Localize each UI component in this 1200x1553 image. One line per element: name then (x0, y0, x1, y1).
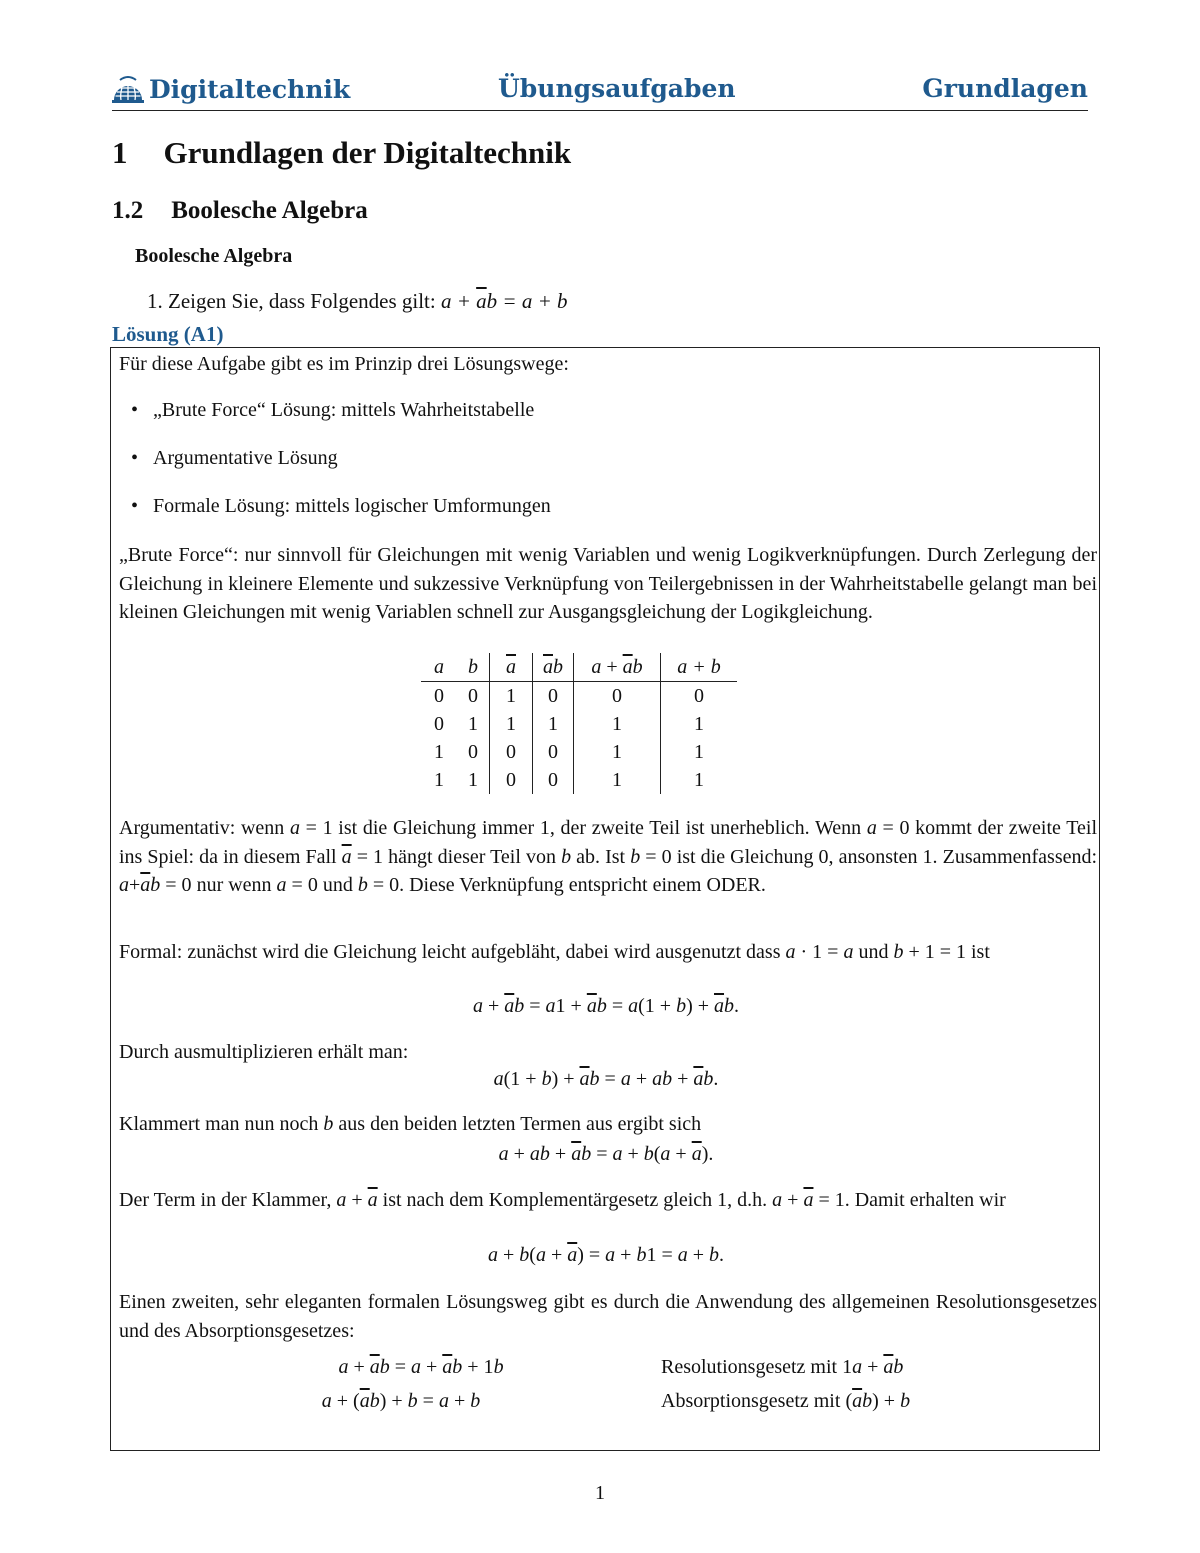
second-way-paragraph: Einen zweiten, sehr eleganten formalen Lösungsweg gibt es durch die Anwendung des allgemeinen Resolutionsgesetzes und des Absorptionsgesetzes: (119, 1291, 1097, 1342)
formal-text: ist nach dem Komplementärgesetz gleich 1, d.h. (382, 1189, 768, 1211)
chapter-heading (112, 135, 571, 171)
bullet-argumentative: • Argumentative Lösung (153, 447, 338, 470)
page-header (112, 70, 1088, 111)
equation-4: $a + b(a + \overline{a}) = a + b1 = a + b$. (487, 1244, 725, 1266)
equation-2: $a(1 + b) + \overline{a}b = a$ + ab + $\overline{a}b$. (493, 1068, 719, 1090)
klammer-paragraph: Klammert man nun noch b aus den beiden letzten Termen aus ergibt sich (119, 1113, 702, 1135)
formal-text: Formal: zunächst wird die Gleichung leicht aufgebläht, dabei wird ausgenutzt dass (119, 941, 781, 963)
arg-text: Argumentativ: wenn (119, 817, 285, 839)
table-cell: 1 (457, 710, 490, 738)
equation-1: $a + \overline{a}b = a1 + \overline{a}b = a(1 + b) + \overline{a}b$. (472, 995, 740, 1017)
globe-grid-icon (112, 74, 144, 104)
header-right-title: Grundlagen (922, 74, 1088, 103)
bullet-brute-force: • „Brute Force“ Lösung: mittels Wahrheitstabelle (153, 399, 534, 422)
argumentative-paragraph: Argumentativ: wenn a = 1 ist die Gleichung immer 1, der zweite Teil ist unerheblich. Wenn a = 0 kommt der zweite Teil ins Spiel: da in diesem Fall $\overline{a} = 1$ hängt dieser Teil von b ab. Ist b = 0 ist die Gleichung 0, ansonsten 1. Zusammenfassend: $a+\overline{a}b = 0$ nur wenn a = 0 und b = 0. Diese Verknüpfung entspricht einem ODER. (119, 817, 1098, 896)
section-heading (112, 197, 368, 225)
formal-text: aus den beiden letzten Termen aus ergibt sich (338, 1113, 702, 1135)
col-a-or-b: a + b (661, 653, 738, 682)
table-cell: 0 (490, 738, 533, 766)
subsection-heading: Boolesche Algebra (135, 245, 293, 267)
solution-box (110, 347, 1100, 1451)
table-cell: 1 (533, 710, 574, 738)
equation-resolution: $a + \overline{a}b = a + \overline{a}b + 1b$ (338, 1356, 504, 1378)
arg-text: und (322, 874, 353, 896)
table-cell: 1 (574, 738, 661, 766)
table-cell: 1 (694, 712, 704, 735)
law-text: Absorptionsgesetz mit (661, 1390, 841, 1412)
task-text: Zeigen Sie, dass Folgendes gilt: (168, 289, 436, 313)
col-a-or-not-a-b: $a + \overline{a}b$ (574, 653, 661, 682)
formal-text: Klammert man nun noch (119, 1113, 319, 1135)
table-cell: 0 (434, 712, 444, 735)
bullet-formal: • Formale Lösung: mittels logischer Umformungen (153, 495, 551, 518)
section-number: 1.2 (112, 197, 144, 224)
table-cell: 1 (490, 682, 533, 711)
formal-paragraph: Formal: zunächst wird die Gleichung leicht aufgebläht, dabei wird ausgenutzt dass a · 1 = a und b + 1 = 1 ist (119, 941, 990, 963)
table-cell: 1 (694, 768, 704, 791)
equation-3: a + ab + $\overline{a}b = a + b(a + \overline{a})$. (498, 1143, 714, 1165)
formal-text: . Damit erhalten wir (844, 1189, 1006, 1211)
arg-text: kommt der zweite Teil ins Spiel: da in diesem Fall (119, 817, 1098, 868)
term-paragraph: Der Term in der Klammer, $a + \overline{a}$ ist nach dem Komplementärgesetz gleich 1, d.h. $a + \overline{a} = 1$. Damit erhalten wir (119, 1189, 1006, 1211)
table-cell: 1 (694, 740, 704, 763)
table-cell: 1 (457, 766, 490, 794)
table-cell: 0 (457, 738, 490, 766)
table-row (421, 738, 737, 766)
table-cell: 1 (434, 740, 444, 763)
arg-text: ab. Ist (576, 845, 626, 868)
table-cell: 0 (533, 766, 574, 794)
arg-text: hängt dieser Teil von (388, 845, 556, 868)
table-cell: 1 (490, 710, 533, 738)
truth-table-header (421, 653, 737, 682)
law-resolution: Resolutionsgesetz mit $1a + \overline{a}b$ (661, 1356, 904, 1378)
table-row (421, 710, 737, 738)
formal-text: ist (971, 941, 990, 963)
chapter-title: Grundlagen der Digitaltechnik (163, 135, 572, 170)
arg-text: . Diese Verknüpfung entspricht einem ODER. (399, 874, 766, 896)
header-center-title: Übungsaufgaben (498, 74, 736, 103)
chapter-number: 1 (112, 135, 128, 170)
section-title: Boolesche Algebra (171, 197, 368, 224)
formal-text: Der Term in der Klammer, (119, 1189, 332, 1211)
table-cell: 0 (694, 684, 704, 707)
arg-text: nur wenn (196, 874, 272, 896)
law-text: Resolutionsgesetz mit (661, 1356, 838, 1378)
table-cell: 0 (457, 682, 490, 711)
task-number: 1. (147, 289, 163, 313)
arg-text: ist die Gleichung immer 1, der zweite Teil ist unerheblich. Wenn (338, 817, 862, 839)
table-cell: 0 (434, 684, 444, 707)
header-left (112, 74, 350, 104)
col-a: a (421, 653, 457, 682)
table-cell: 0 (533, 682, 574, 711)
table-cell: 1 (434, 768, 444, 791)
solution-label: Lösung (A1) (112, 322, 224, 346)
solution-intro: Für diese Aufgabe gibt es im Prinzip drei Lösungswege: (119, 353, 569, 375)
table-cell: 0 (533, 738, 574, 766)
col-not-a: $\overline{a}$ (490, 653, 533, 682)
brute-force-paragraph: „Brute Force“: nur sinnvoll für Gleichungen mit wenig Variablen und wenig Logikverknüpfungen. Durch Zerlegung der Gleichung in kleinere Elemente und sukzessive Verknüpfung von Teilergebnissen in der Wahrheitstabelle gelangt man bei kleinen Gleichungen mit wenig Variablen schnell zur Ausgangsgleichung der Logikgleichung. (119, 544, 1097, 623)
task-formula: $a + \overline{a}b = a + b$ (440, 289, 568, 313)
truth-table (421, 653, 737, 794)
col-not-a-b: $\overline{a}b$ (533, 653, 574, 682)
table-row (421, 682, 737, 711)
table-cell: 0 (490, 766, 533, 794)
law-absorption: Absorptionsgesetz mit $(\overline{a}b) + b$ (661, 1390, 911, 1412)
header-left-title: Digitaltechnik (149, 74, 351, 104)
arg-text: ist die Gleichung 0, ansonsten 1. Zusammenfassend: (676, 845, 1098, 868)
ausmult-text: Durch ausmultiplizieren erhält man: (119, 1041, 409, 1063)
table-row (421, 766, 737, 794)
equation-absorption: $a + (\overline{a}b) + b = a + b$ (321, 1390, 481, 1412)
table-cell: 0 (574, 682, 661, 711)
task-statement (147, 289, 568, 314)
col-b: b (457, 653, 490, 682)
page-number: 1 (595, 1482, 605, 1504)
table-cell: 1 (574, 710, 661, 738)
table-cell: 1 (574, 766, 661, 794)
formal-text: und (858, 941, 889, 963)
